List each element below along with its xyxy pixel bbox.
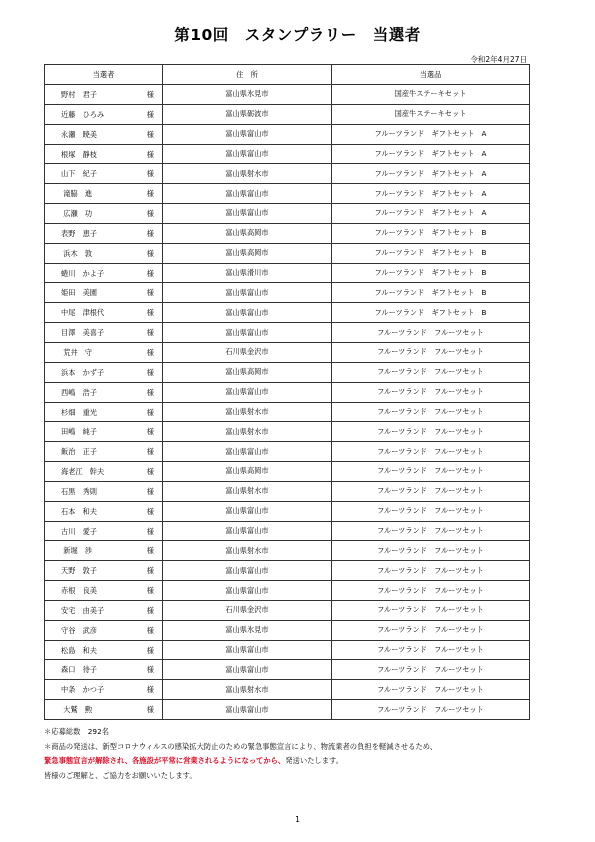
winner-address: 富山県氷見市 [163,620,332,640]
winner-prize: フルーツランド フルーツセット [332,462,530,482]
winner-name-cell [45,462,163,482]
winner-address: 富山県富山市 [163,283,332,303]
winner-address: 富山県富山市 [163,521,332,541]
winner-name-cell [45,382,163,402]
winner-name-cell [45,283,163,303]
winner-name-cell [45,521,163,541]
winner-name: 浜本 かず子 [61,367,105,377]
table-row [45,521,530,541]
table-row [45,402,530,422]
winner-address: 石川県金沢市 [163,600,332,620]
winner-name-cell [45,204,163,224]
table-row [45,323,530,343]
honorific: 様 [146,248,154,258]
winner-name: 大鷲 勲 [61,705,93,715]
honorific: 様 [146,228,154,238]
winner-name-cell [45,700,163,720]
table-row [45,303,530,323]
table-row [45,382,530,402]
winner-prize: フルーツランド フルーツセット [332,382,530,402]
winner-name: 目澤 美喜子 [61,328,105,338]
winner-prize: フルーツランド フルーツセット [332,581,530,601]
winner-prize: フルーツランド ギフトセット B [332,283,530,303]
honorific: 様 [146,526,154,536]
winner-prize: フルーツランド ギフトセット A [332,144,530,164]
winner-name: 滝脇 進 [61,189,93,199]
table-row [45,501,530,521]
winner-name: 新堀 渉 [61,546,93,556]
winner-prize: フルーツランド フルーツセット [332,442,530,462]
honorific: 様 [146,129,154,139]
table-row [45,223,530,243]
winner-name-cell [45,660,163,680]
winner-name-cell [45,501,163,521]
winner-address: 富山県射水市 [163,541,332,561]
winner-prize: フルーツランド フルーツセット [332,640,530,660]
table-row [45,680,530,700]
winner-address: 富山県富山市 [163,184,332,204]
winner-name: 西嶋 浩子 [61,387,97,397]
winner-name: 杉畑 重光 [61,407,97,417]
winner-address: 富山県滑川市 [163,263,332,283]
winner-name: 蜷川 かよ子 [61,268,105,278]
honorific: 様 [146,447,154,457]
winner-address: 富山県富山市 [163,561,332,581]
winner-name-cell [45,144,163,164]
table-row [45,164,530,184]
winner-address: 富山県富山市 [163,700,332,720]
table-row [45,85,530,105]
winner-name-cell [45,362,163,382]
winner-address: 富山県射水市 [163,481,332,501]
winner-address: 富山県射水市 [163,422,332,442]
table-row [45,561,530,581]
honorific: 様 [146,705,154,715]
winner-name-cell [45,263,163,283]
honorific: 様 [146,189,154,199]
honorific: 様 [146,625,154,635]
table-row [45,422,530,442]
table-row [45,600,530,620]
winner-prize: フルーツランド ギフトセット B [332,263,530,283]
winner-address: 富山県高岡市 [163,243,332,263]
winner-prize: フルーツランド ギフトセット A [332,164,530,184]
winner-name-cell [45,164,163,184]
winner-name: 守谷 武彦 [61,625,97,635]
winner-name-cell [45,600,163,620]
winner-prize: フルーツランド フルーツセット [332,680,530,700]
winner-name: 近藤 ひろみ [61,109,105,119]
closing-note: 皆様のご理解と、ご協力をお願いいたします。 [44,770,197,780]
winner-prize: フルーツランド フルーツセット [332,660,530,680]
winner-address: 富山県富山市 [163,303,332,323]
table-row [45,481,530,501]
winner-prize: フルーツランド フルーツセット [332,422,530,442]
winner-name: 姫田 美園 [61,288,97,298]
winner-name: 石黒 秀則 [61,486,97,496]
winner-name: 石本 和夫 [61,506,97,516]
winner-prize: フルーツランド ギフトセット B [332,243,530,263]
honorific: 様 [146,685,154,695]
winner-address: 富山県富山市 [163,323,332,343]
honorific: 様 [146,486,154,496]
winner-prize: フルーツランド フルーツセット [332,323,530,343]
winner-prize: フルーツランド フルーツセット [332,620,530,640]
winner-prize: フルーツランド フルーツセット [332,521,530,541]
table-row [45,462,530,482]
winner-prize: フルーツランド フルーツセット [332,501,530,521]
table-row [45,144,530,164]
table-row [45,700,530,720]
honorific: 様 [146,149,154,159]
winner-name-cell [45,442,163,462]
date-label: 令和2年4月27日 [470,55,527,64]
winner-prize: フルーツランド フルーツセット [332,600,530,620]
winner-name: 赤根 良美 [61,586,97,596]
winner-address: 富山県富山市 [163,581,332,601]
winner-name-cell [45,104,163,124]
header-winner: 当選者 [45,65,163,85]
honorific: 様 [146,506,154,516]
table-row [45,204,530,224]
shipping-note-line2 [44,754,437,769]
winner-address: 富山県富山市 [163,660,332,680]
winners-table [44,64,530,720]
table-row [45,362,530,382]
winner-name: 天野 敦子 [61,566,97,576]
winner-name: 永瀬 暁美 [61,129,97,139]
winner-name: 浜木 敦 [61,248,93,258]
winner-name: 山下 紀子 [61,169,97,179]
winner-prize: フルーツランド ギフトセット A [332,124,530,144]
winner-address: 富山県高岡市 [163,462,332,482]
winner-name-cell [45,323,163,343]
winner-name: 荒井 守 [61,347,93,357]
winner-prize: フルーツランド フルーツセット [332,481,530,501]
winner-address: 富山県射水市 [163,402,332,422]
winner-prize: フルーツランド ギフトセット A [332,184,530,204]
honorific: 様 [146,645,154,655]
winner-name-cell [45,541,163,561]
honorific: 様 [146,387,154,397]
winner-prize: フルーツランド フルーツセット [332,362,530,382]
winner-prize: フルーツランド フルーツセット [332,541,530,561]
winner-address: 富山県富山市 [163,124,332,144]
honorific: 様 [146,467,154,477]
table-row [45,660,530,680]
honorific: 様 [146,605,154,615]
winner-name-cell [45,620,163,640]
winner-name-cell [45,640,163,660]
table-header-row [45,65,530,85]
total-entries-note: ＊応募総数 292名 [44,727,110,736]
table-row [45,124,530,144]
header-address: 住 所 [163,65,332,85]
honorific: 様 [146,566,154,576]
winner-prize: フルーツランド フルーツセット [332,700,530,720]
shipping-note-emphasis: 緊急事態宣言が解除され、各施設が平常に営業されるようになってから、 [44,756,286,765]
winner-name: 森口 待子 [61,665,97,675]
table-row [45,640,530,660]
table-row [45,581,530,601]
winner-name: 古川 愛子 [61,526,97,536]
honorific: 様 [146,209,154,219]
table-row [45,283,530,303]
winner-address: 富山県射水市 [163,680,332,700]
table-row [45,263,530,283]
honorific: 様 [146,407,154,417]
winner-prize: フルーツランド フルーツセット [332,402,530,422]
winner-name-cell [45,223,163,243]
winner-address: 富山県高岡市 [163,223,332,243]
winner-address: 富山県氷見市 [163,85,332,105]
winner-name-cell [45,243,163,263]
winner-address: 富山県富山市 [163,382,332,402]
honorific: 様 [146,288,154,298]
page-title: 第10回 スタンプラリー 当選者 [174,26,421,44]
winner-name-cell [45,581,163,601]
honorific: 様 [146,427,154,437]
winner-name: 安宅 由美子 [61,605,105,615]
notes-block [44,725,437,783]
winner-prize: 国産牛ステーキセット [332,104,530,124]
winner-address: 富山県富山市 [163,204,332,224]
winner-prize: フルーツランド フルーツセット [332,342,530,362]
honorific: 様 [146,268,154,278]
winner-name-cell [45,124,163,144]
winner-name-cell [45,422,163,442]
winner-address: 富山県富山市 [163,640,332,660]
table-row [45,243,530,263]
winner-prize: フルーツランド ギフトセット A [332,204,530,224]
shipping-note-prefix: ＊商品の発送は、新型コロナウィルスの感染拡大防止のための緊急事態宣言により、物流業者の負担を軽減させるため、 [44,741,438,751]
winner-address: 富山県射水市 [163,164,332,184]
winner-name: 野村 君子 [61,90,97,99]
winners-table-body [45,85,530,720]
winner-name-cell [45,303,163,323]
honorific: 様 [146,328,154,338]
shipping-note [44,740,437,755]
winner-name: 田嶋 純子 [61,427,97,437]
winner-name: 中条 かつ子 [61,685,105,695]
winner-address: 富山県富山市 [163,442,332,462]
table-row [45,184,530,204]
winner-name-cell [45,680,163,700]
winner-name: 広瀬 功 [61,209,93,219]
winner-name-cell [45,481,163,501]
winner-address: 富山県富山市 [163,501,332,521]
winner-name: 中尾 津根代 [61,308,105,318]
table-row [45,442,530,462]
winner-prize: 国産牛ステーキセット [332,85,530,105]
winner-prize: フルーツランド ギフトセット B [332,303,530,323]
winner-name-cell [45,184,163,204]
winner-name-cell [45,342,163,362]
winner-name-cell [45,85,163,105]
table-row [45,104,530,124]
table-row [45,541,530,561]
honorific: 様 [146,347,154,357]
honorific: 様 [146,109,154,119]
winner-address: 富山県高岡市 [163,362,332,382]
winner-prize: フルーツランド フルーツセット [332,561,530,581]
winner-address: 石川県金沢市 [163,342,332,362]
honorific: 様 [146,308,154,318]
winner-name-cell [45,402,163,422]
page-number: 1 [295,815,300,824]
winner-address: 富山県砺波市 [163,104,332,124]
shipping-note-suffix: 発送いたします。 [285,756,344,765]
winner-name: 表野 恵子 [61,228,97,238]
honorific: 様 [146,546,154,556]
honorific: 様 [146,169,154,179]
winner-name: 根塚 静枝 [61,149,97,159]
winner-address: 富山県富山市 [163,144,332,164]
winner-prize: フルーツランド ギフトセット B [332,223,530,243]
winner-name-cell [45,561,163,581]
honorific: 様 [146,90,154,99]
honorific: 様 [146,586,154,596]
winner-name: 海老江 幹夫 [61,467,105,477]
table-row [45,620,530,640]
header-prize: 当選品 [332,65,530,85]
table-row [45,342,530,362]
winner-name: 飯治 正子 [61,447,97,457]
honorific: 様 [146,367,154,377]
honorific: 様 [146,665,154,675]
winner-name: 松島 和夫 [61,645,97,655]
